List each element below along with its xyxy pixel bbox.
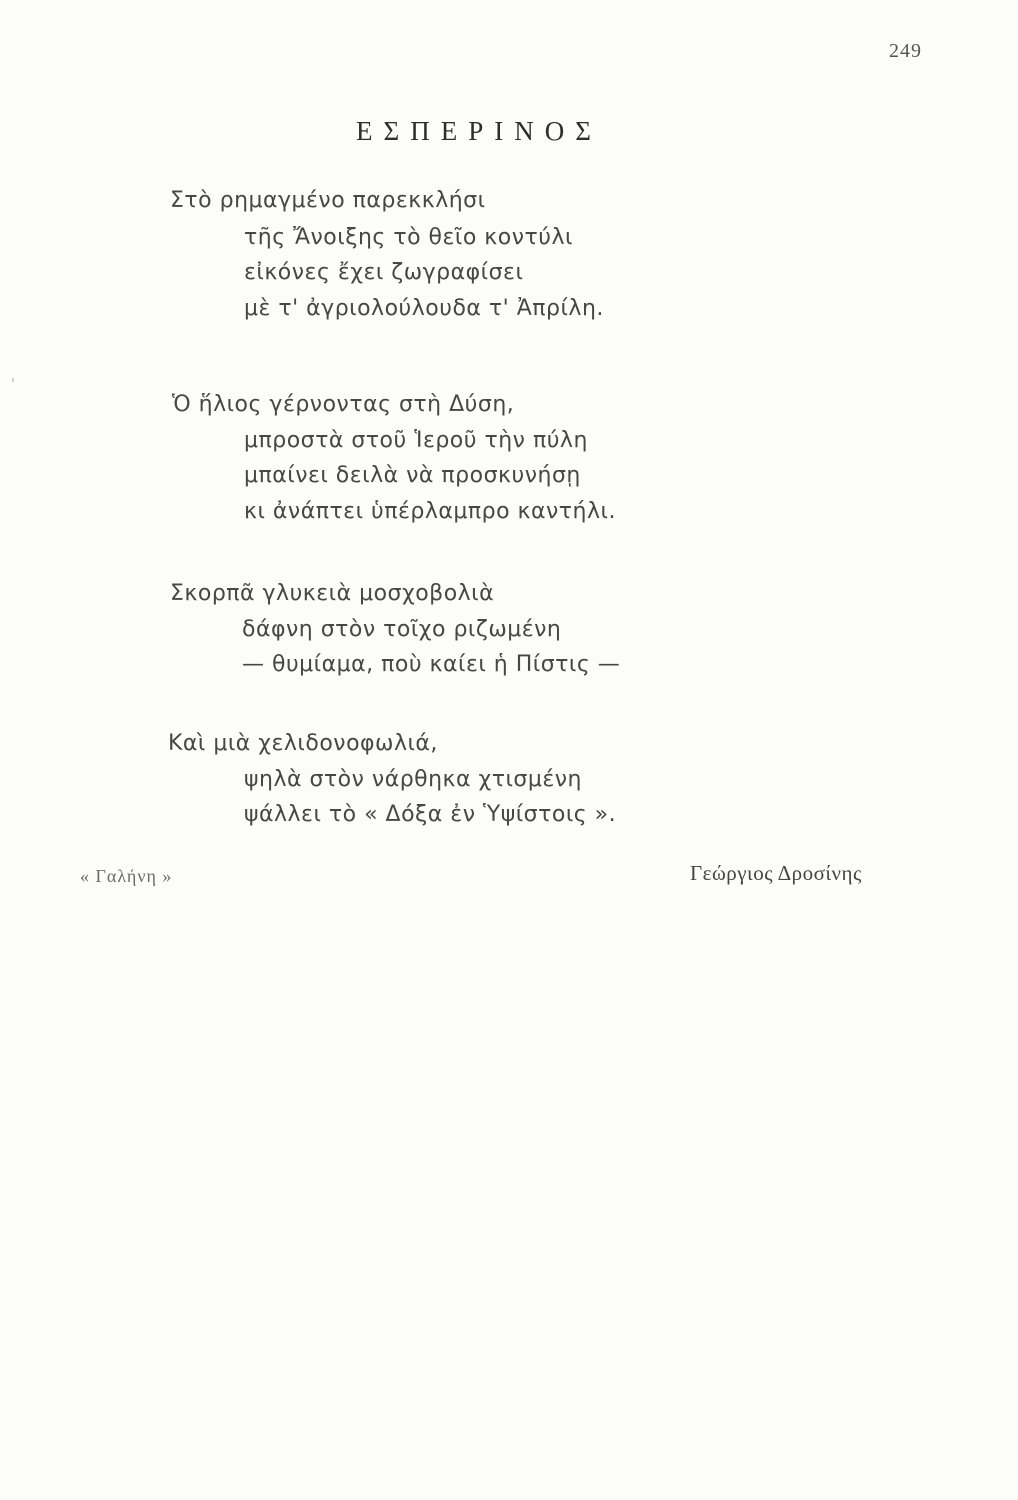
- author-name: Γεώργιος Δροσίνης: [690, 861, 862, 885]
- poem-title: ΕΣΠΕΡΙΝΟΣ: [356, 116, 602, 146]
- poem-line: μπαίνει δειλὰ νὰ προσκυνήσῃ: [244, 463, 581, 488]
- poem-line: ψάλλει τὸ « Δόξα ἐν Ὑψίστοις ».: [244, 802, 617, 827]
- poem-line: Ὁ ἥλιος γέρνοντας στὴ Δύση,: [172, 392, 515, 417]
- poem-line: κι ἀνάπτει ὑπέρλαμπρο καντήλι.: [244, 499, 616, 524]
- poem-line: Καὶ μιὰ χελιδονοφωλιά,: [168, 731, 438, 756]
- poem-line: Στὸ ρημαγμένο παρεκκλήσι: [170, 188, 486, 213]
- poem-line: — θυμίαμα, ποὺ καίει ἡ Πίστις —: [242, 652, 621, 677]
- poem-line: Σκορπᾶ γλυκειὰ μοσχοβολιὰ: [170, 581, 495, 606]
- poem-line: μπροστὰ στοῦ Ἱεροῦ τὴν πύλη: [244, 428, 588, 453]
- poem-line: εἰκόνες ἔχει ζωγραφίσει: [244, 260, 524, 285]
- poem-line: μὲ τ' ἀγριολούλουδα τ' Ἀπρίλη.: [244, 296, 604, 321]
- poem-line: τῆς Ἄνοιξης τὸ θεῖο κοντύλι: [244, 225, 573, 250]
- poem-line: δάφνη στὸν τοῖχο ριζωμένη: [242, 617, 562, 642]
- margin-mark: [12, 378, 14, 382]
- page-number: 249: [889, 40, 922, 62]
- source-collection: « Γαλήνη »: [80, 866, 173, 886]
- poem-line: ψηλὰ στὸν νάρθηκα χτισμένη: [244, 767, 582, 792]
